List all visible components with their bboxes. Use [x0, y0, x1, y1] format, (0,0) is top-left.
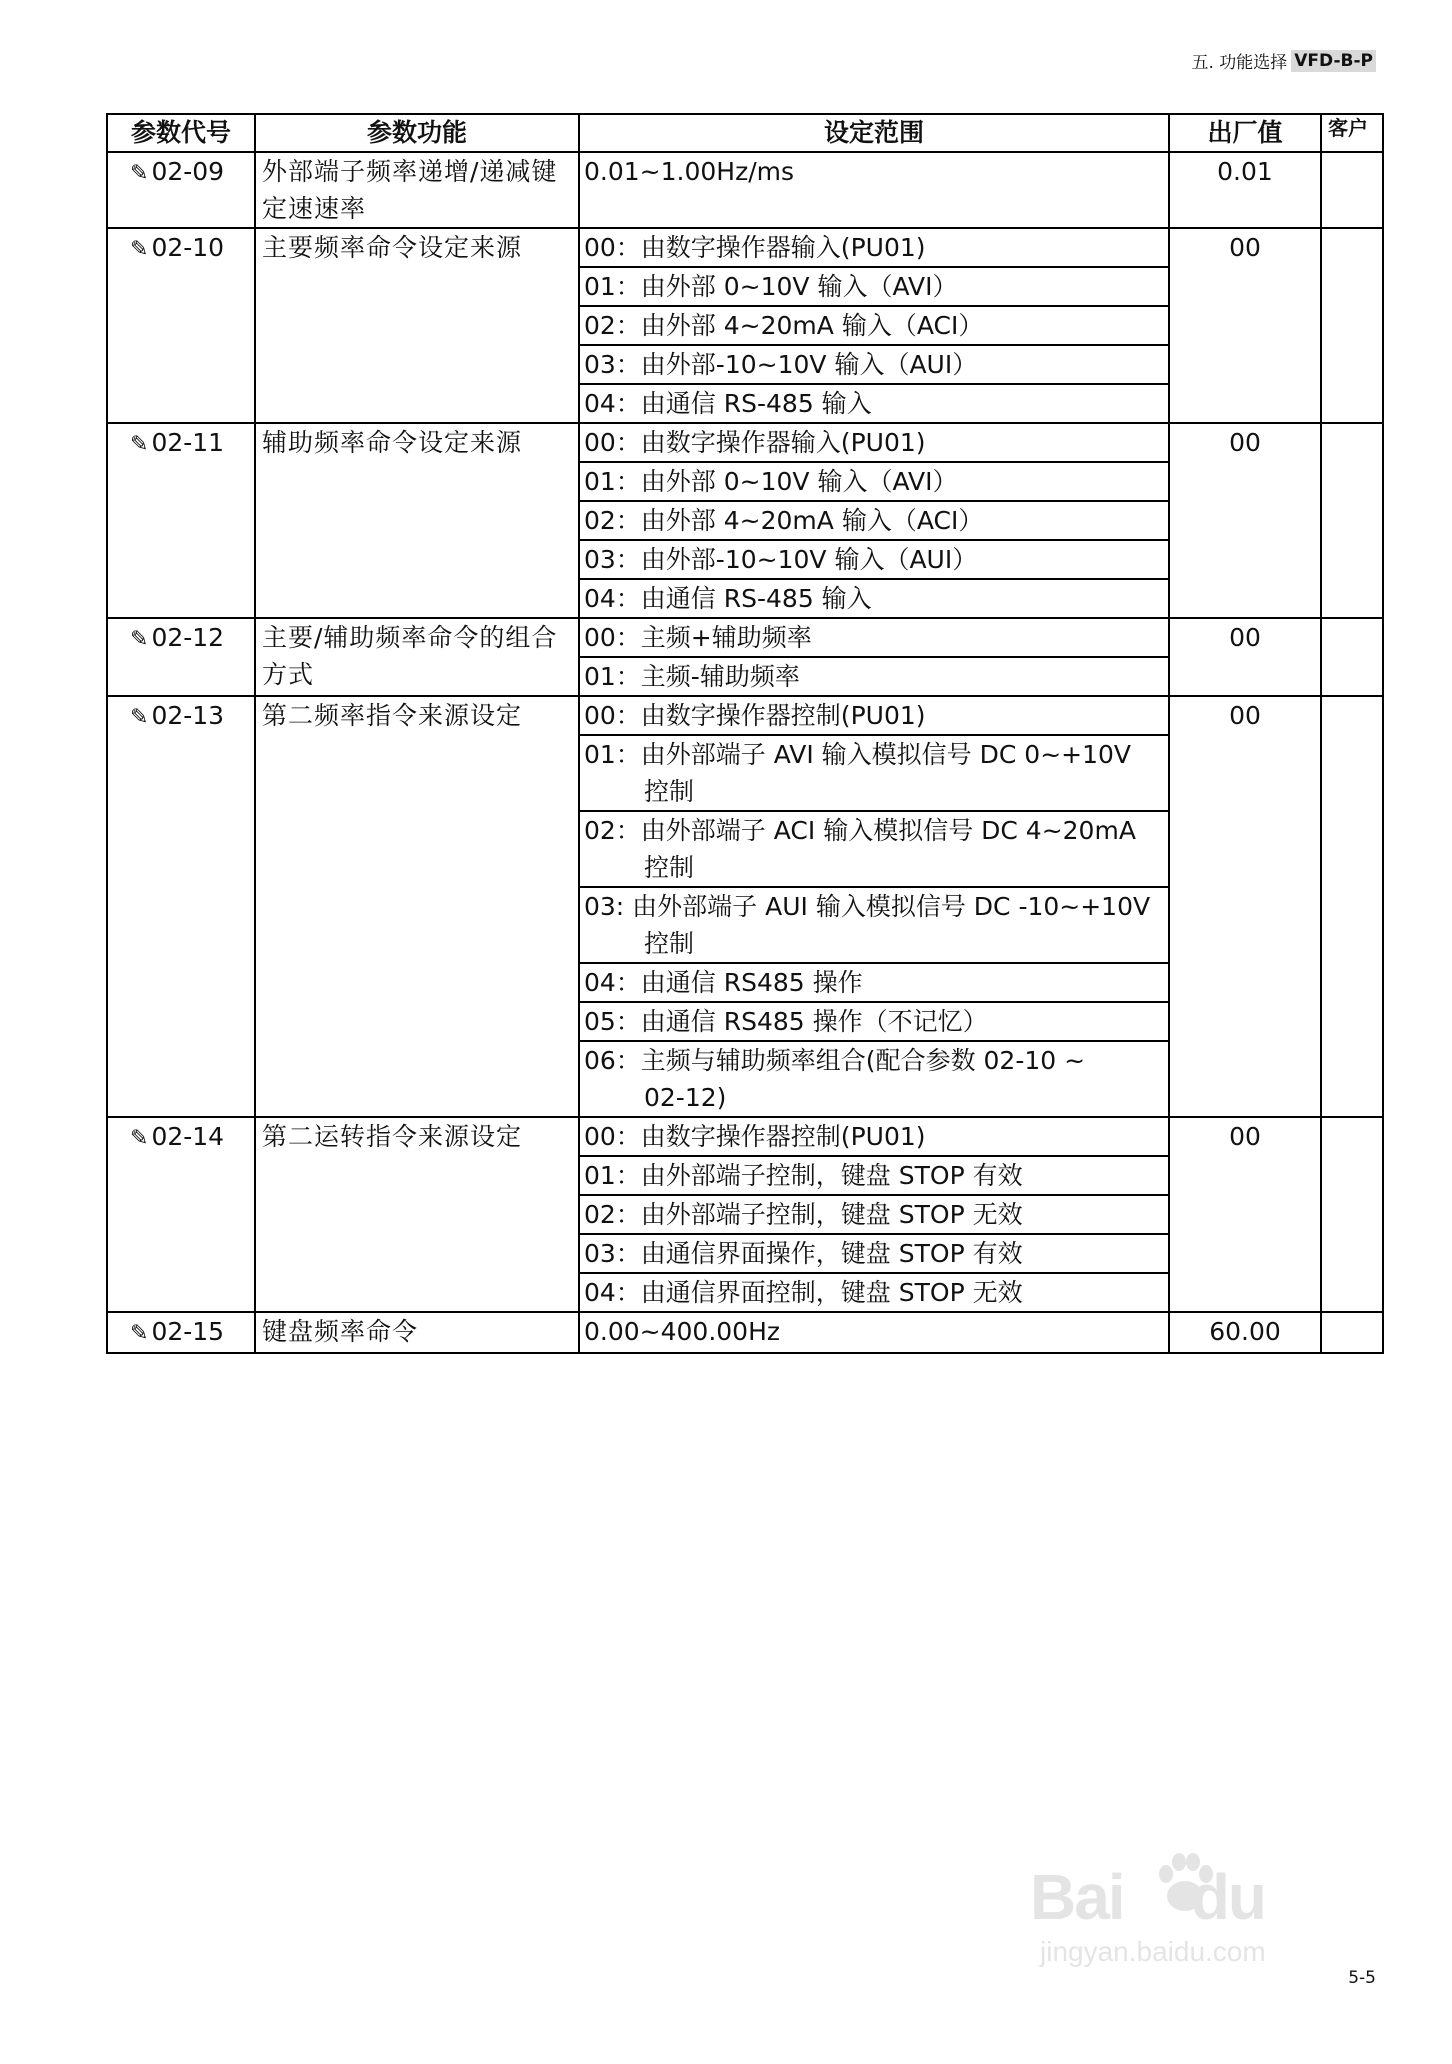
range-option-text: 01：由外部端子控制，键盘 STOP 有效: [584, 1161, 1023, 1190]
param-function: 键盘频率命令: [255, 1312, 579, 1353]
range-option-text: 02：由外部 4~20mA 输入（ACI）: [584, 506, 984, 535]
range-option-text: 04：由通信 RS485 操作: [584, 968, 863, 997]
table-row: [107, 228, 1383, 423]
edit-during-run-icon: ✎: [130, 432, 149, 457]
param-code: [107, 228, 255, 423]
range-option-text: 03：由外部-10~10V 输入（AUI）: [584, 545, 978, 574]
range-option-continuation: 控制: [644, 929, 695, 958]
param-code: [107, 423, 255, 618]
range-option: [580, 268, 1168, 307]
param-code: [107, 1117, 255, 1312]
param-default: 00: [1169, 228, 1321, 423]
param-customer: [1321, 618, 1383, 696]
table-row: [107, 618, 1383, 696]
col-header-code: 参数代号: [107, 114, 255, 152]
range-option-text: 04：由通信 RS-485 输入: [584, 389, 872, 418]
range-option-text: 03: 由外部端子 AUI 输入模拟信号 DC -10~+10V: [584, 892, 1151, 921]
baidu-watermark: [1030, 1850, 1360, 1967]
param-customer: [1321, 152, 1383, 228]
range-option: [580, 619, 1168, 658]
range-option: [580, 888, 1168, 964]
range-option-text: 00：由数字操作器输入(PU01): [584, 428, 926, 457]
watermark-url: jingyan.baidu.com: [1040, 1936, 1266, 1967]
param-default: 00: [1169, 696, 1321, 1117]
param-code-text: 02-13: [151, 701, 225, 730]
param-range: [579, 228, 1169, 423]
model-label: VFD-B-P: [1291, 50, 1376, 72]
range-option: [580, 1042, 1168, 1116]
range-option-text: 03：由外部-10~10V 输入（AUI）: [584, 350, 978, 379]
range-option-text: 05：由通信 RS485 操作（不记忆）: [584, 1007, 988, 1036]
param-customer: [1321, 1117, 1383, 1312]
param-code: [107, 696, 255, 1117]
param-function: 第二频率指令来源设定: [255, 696, 579, 1117]
param-code-text: 02-09: [151, 157, 225, 186]
watermark-brand: Bai du: [1030, 1861, 1265, 1933]
param-customer: [1321, 228, 1383, 423]
range-option: [580, 1235, 1168, 1274]
range-option-text: 01：主频-辅助频率: [584, 662, 800, 691]
range-option: [580, 1157, 1168, 1196]
range-option: [580, 697, 1168, 736]
paw-icon: [1150, 1850, 1220, 1920]
range-option: [580, 229, 1168, 268]
param-range: [579, 152, 1169, 228]
range-option: [580, 1274, 1168, 1311]
param-range: [579, 618, 1169, 696]
range-option-text: 04：由通信界面控制，键盘 STOP 无效: [584, 1278, 1023, 1307]
range-option-text: 00：由数字操作器控制(PU01): [584, 701, 926, 730]
param-code-text: 02-12: [151, 623, 225, 652]
range-option-continuation: 02-12): [644, 1083, 727, 1112]
page-header: [1191, 48, 1376, 73]
param-customer: [1321, 1312, 1383, 1353]
range-option: [580, 541, 1168, 580]
param-default: 0.01: [1169, 152, 1321, 228]
param-range: [579, 1312, 1169, 1353]
param-code: [107, 152, 255, 228]
param-function: 主要频率命令设定来源: [255, 228, 579, 423]
range-option-text: 0.01~1.00Hz/ms: [584, 157, 794, 186]
range-option: [580, 812, 1168, 888]
range-option: [580, 1313, 1168, 1350]
param-function: 主要/辅助频率命令的组合方式: [255, 618, 579, 696]
parameter-table: [106, 113, 1382, 1354]
edit-during-run-icon: ✎: [130, 1126, 149, 1151]
param-customer: [1321, 696, 1383, 1117]
range-option: [580, 964, 1168, 1003]
section-title: 五. 功能选择: [1191, 53, 1288, 73]
table-header-row: [107, 114, 1383, 152]
edit-during-run-icon: ✎: [130, 627, 149, 652]
edit-during-run-icon: ✎: [130, 1321, 149, 1346]
range-option: [580, 307, 1168, 346]
table-row: [107, 1117, 1383, 1312]
param-range: [579, 1117, 1169, 1312]
range-option: [580, 424, 1168, 463]
range-option: [580, 1003, 1168, 1042]
param-function: 辅助频率命令设定来源: [255, 423, 579, 618]
range-option: [580, 502, 1168, 541]
range-option-text: 00：由数字操作器输入(PU01): [584, 233, 926, 262]
table-row: [107, 152, 1383, 228]
param-code: [107, 618, 255, 696]
param-range: [579, 696, 1169, 1117]
col-header-range: 设定范围: [579, 114, 1169, 152]
range-option: [580, 385, 1168, 422]
table-row: [107, 1312, 1383, 1353]
col-header-customer: 客户: [1321, 114, 1383, 152]
param-code-text: 02-11: [151, 428, 225, 457]
page-number: 5-5: [1348, 1968, 1376, 1988]
table-row: [107, 423, 1383, 618]
range-option: [580, 463, 1168, 502]
range-option-text: 02：由外部端子控制，键盘 STOP 无效: [584, 1200, 1023, 1229]
range-option-text: 01：由外部 0~10V 输入（AVI）: [584, 467, 958, 496]
col-header-default: 出厂值: [1169, 114, 1321, 152]
range-option-text: 00：由数字操作器控制(PU01): [584, 1122, 926, 1151]
param-default: 00: [1169, 423, 1321, 618]
table-row: [107, 696, 1383, 1117]
edit-during-run-icon: ✎: [130, 237, 149, 262]
param-code: [107, 1312, 255, 1353]
range-option-text: 02：由外部 4~20mA 输入（ACI）: [584, 311, 984, 340]
param-code-text: 02-15: [151, 1317, 225, 1346]
range-option: [580, 346, 1168, 385]
range-option: [580, 1196, 1168, 1235]
range-option-text: 01：由外部端子 AVI 输入模拟信号 DC 0~+10V: [584, 740, 1131, 769]
range-option-text: 03：由通信界面操作，键盘 STOP 有效: [584, 1239, 1023, 1268]
range-option-text: 02：由外部端子 ACI 输入模拟信号 DC 4~20mA: [584, 816, 1136, 845]
param-default: 60.00: [1169, 1312, 1321, 1353]
param-function: 第二运转指令来源设定: [255, 1117, 579, 1312]
range-option-text: 00：主频+辅助频率: [584, 623, 812, 652]
range-option-continuation: 控制: [644, 853, 695, 882]
param-default: 00: [1169, 1117, 1321, 1312]
param-customer: [1321, 423, 1383, 618]
param-code-text: 02-14: [151, 1122, 225, 1151]
range-option: [580, 153, 1168, 190]
col-header-function: 参数功能: [255, 114, 579, 152]
param-code-text: 02-10: [151, 233, 225, 262]
range-option-continuation: 控制: [644, 777, 695, 806]
edit-during-run-icon: ✎: [130, 705, 149, 730]
edit-during-run-icon: ✎: [130, 161, 149, 186]
range-option: [580, 1118, 1168, 1157]
range-option: [580, 580, 1168, 617]
param-function: 外部端子频率递增/递减键定速速率: [255, 152, 579, 228]
range-option-text: 0.00~400.00Hz: [584, 1317, 781, 1346]
range-option-text: 06：主频与辅助频率组合(配合参数 02-10 ~: [584, 1046, 1086, 1075]
range-option-text: 01：由外部 0~10V 输入（AVI）: [584, 272, 958, 301]
range-option-text: 04：由通信 RS-485 输入: [584, 584, 872, 613]
param-range: [579, 423, 1169, 618]
range-option: [580, 736, 1168, 812]
param-default: 00: [1169, 618, 1321, 696]
range-option: [580, 658, 1168, 695]
